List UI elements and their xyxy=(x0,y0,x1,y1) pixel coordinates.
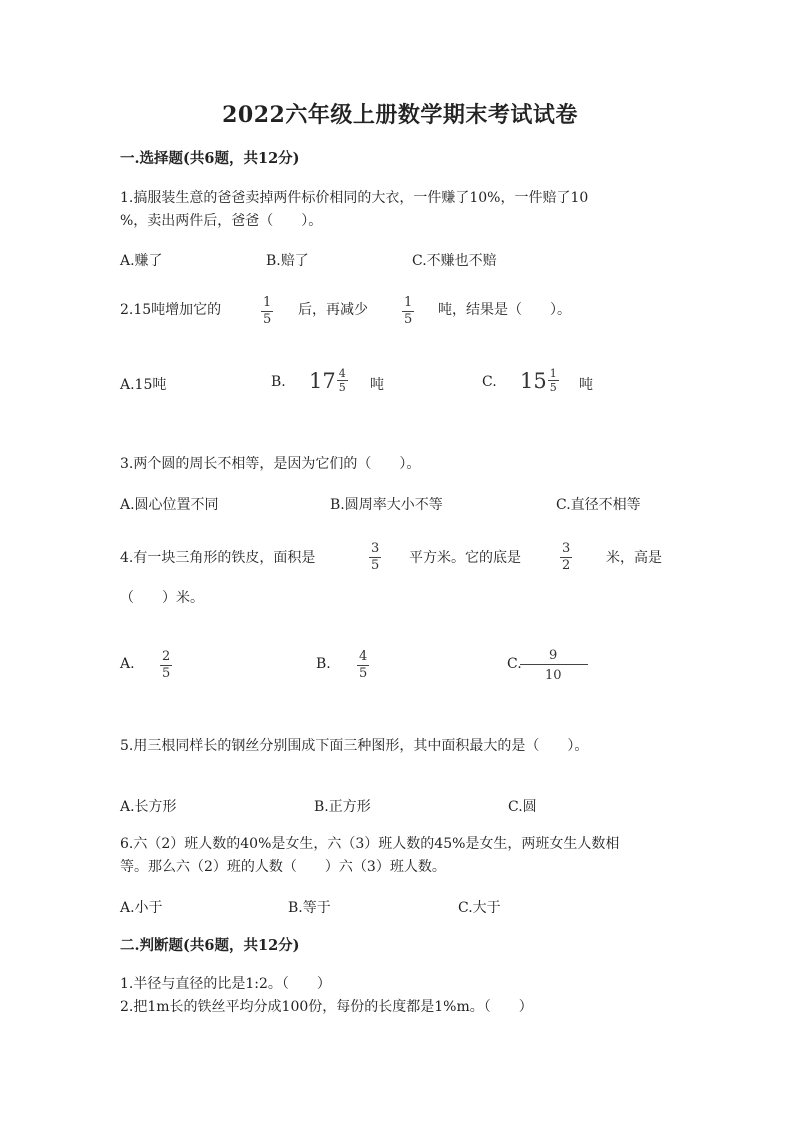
q4-fraction-base xyxy=(560,542,572,573)
q4-text-part1: 4.有一块三角形的铁皮，面积是 xyxy=(120,550,316,566)
q4-option-a-denominator: 5 xyxy=(162,666,171,681)
q6-option-a: A.小于 xyxy=(120,900,163,916)
q2-option-b-whole: 17 xyxy=(309,368,336,393)
judgement-q1: 1.半径与直径的比是1:2。（ ） xyxy=(120,976,331,992)
q2-option-b-unit: 吨 xyxy=(370,377,384,393)
q4-option-a-fraction xyxy=(160,650,172,681)
q4-base-denominator: 2 xyxy=(562,558,571,573)
q2-option-c-mixed-number xyxy=(520,368,559,393)
q4-option-a-label: A. xyxy=(120,656,135,672)
q4-text-part2: 平方米。它的底是 xyxy=(409,550,521,566)
q4-area-denominator: 5 xyxy=(371,558,380,573)
q2-text-part1: 2.15吨增加它的 xyxy=(120,302,222,318)
q1-line1: 1.搞服装生意的爸爸卖掉两件标价相同的大衣，一件赚了10%，一件赔了10 xyxy=(120,190,589,206)
q3-option-b: B.圆周率大小不等 xyxy=(330,497,443,513)
q6-line1: 6.六（2）班人数的40%是女生，六（3）班人数的45%是女生，两班女生人数相 xyxy=(120,836,620,852)
q1-option-c: C.不赚也不赔 xyxy=(412,253,497,269)
q5-option-a: A.长方形 xyxy=(120,799,177,815)
q5-option-b: B.正方形 xyxy=(314,799,371,815)
q4-line2: （ ）米。 xyxy=(120,590,204,606)
q1-option-a: A.赚了 xyxy=(120,253,163,269)
q4-option-b-label: B. xyxy=(316,656,331,672)
judgement-q2: 2.把1m长的铁丝平均分成100份，每份的长度都是1%m。（ ） xyxy=(120,999,533,1015)
q2-option-c-fraction xyxy=(548,368,559,393)
q4-text-part3: 米，高是 xyxy=(606,550,662,566)
q6-option-c: C.大于 xyxy=(458,900,501,916)
q4-option-b-numerator: 4 xyxy=(359,649,368,664)
section-heading-choice: 一.选择题(共6题，共12分) xyxy=(120,150,300,167)
q2-option-c-whole: 15 xyxy=(520,368,547,393)
q4-area-numerator: 3 xyxy=(371,541,380,556)
q2-option-c-numerator: 1 xyxy=(549,367,557,380)
q2-option-c-denominator: 5 xyxy=(549,381,557,394)
q2-option-b-label: B. xyxy=(271,374,286,390)
q2-fraction-2-numerator: 1 xyxy=(404,295,413,310)
q3-option-a: A.圆心位置不同 xyxy=(120,497,219,513)
q3-text: 3.两个圆的周长不相等，是因为它们的（ ）。 xyxy=(120,456,421,472)
q2-option-a: A.15吨 xyxy=(120,377,167,393)
q2-fraction-1 xyxy=(261,296,273,327)
q1-line2: %，卖出两件后，爸爸（ ）。 xyxy=(120,213,323,229)
q4-option-c-denominator: 10 xyxy=(545,668,562,683)
q2-fraction-2 xyxy=(402,296,414,327)
q6-line2: 等。那么六（2）班的人数（ ）六（3）班人数。 xyxy=(120,859,446,875)
q4-option-c-fraction-bar xyxy=(520,664,588,665)
q5-option-c: C.圆 xyxy=(508,799,537,815)
q2-option-b-mixed-number xyxy=(309,368,348,393)
q2-fraction-2-denominator: 5 xyxy=(404,312,413,327)
q3-option-c: C.直径不相等 xyxy=(556,497,641,513)
section-heading-judgement: 二.判断题(共6题，共12分) xyxy=(120,937,300,954)
q1-option-b: B.赔了 xyxy=(266,253,309,269)
q4-fraction-area xyxy=(369,542,381,573)
q2-fraction-1-numerator: 1 xyxy=(263,295,272,310)
q4-option-b-fraction xyxy=(357,650,369,681)
q5-text: 5.用三根同样长的钢丝分别围成下面三种图形，其中面积最大的是（ ）。 xyxy=(120,738,589,754)
q2-option-c-unit: 吨 xyxy=(579,377,593,393)
q2-option-b-denominator: 5 xyxy=(338,381,346,394)
page-title: 2022六年级上册数学期末考试试卷 xyxy=(222,102,578,128)
q6-option-b: B.等于 xyxy=(288,900,331,916)
q4-option-c-numerator: 9 xyxy=(549,648,558,663)
q2-option-b-fraction xyxy=(337,368,348,393)
q2-option-b-numerator: 4 xyxy=(338,367,346,380)
q2-option-c-label: C. xyxy=(482,374,497,390)
q2-text-part2: 后，再减少 xyxy=(298,302,368,318)
q2-text-part3: 吨，结果是（ ）。 xyxy=(438,302,571,318)
q4-option-b-denominator: 5 xyxy=(359,666,368,681)
q4-base-numerator: 3 xyxy=(562,541,571,556)
q4-option-c-label: C. xyxy=(507,656,522,672)
q2-fraction-1-denominator: 5 xyxy=(263,312,272,327)
q4-option-a-numerator: 2 xyxy=(162,649,171,664)
